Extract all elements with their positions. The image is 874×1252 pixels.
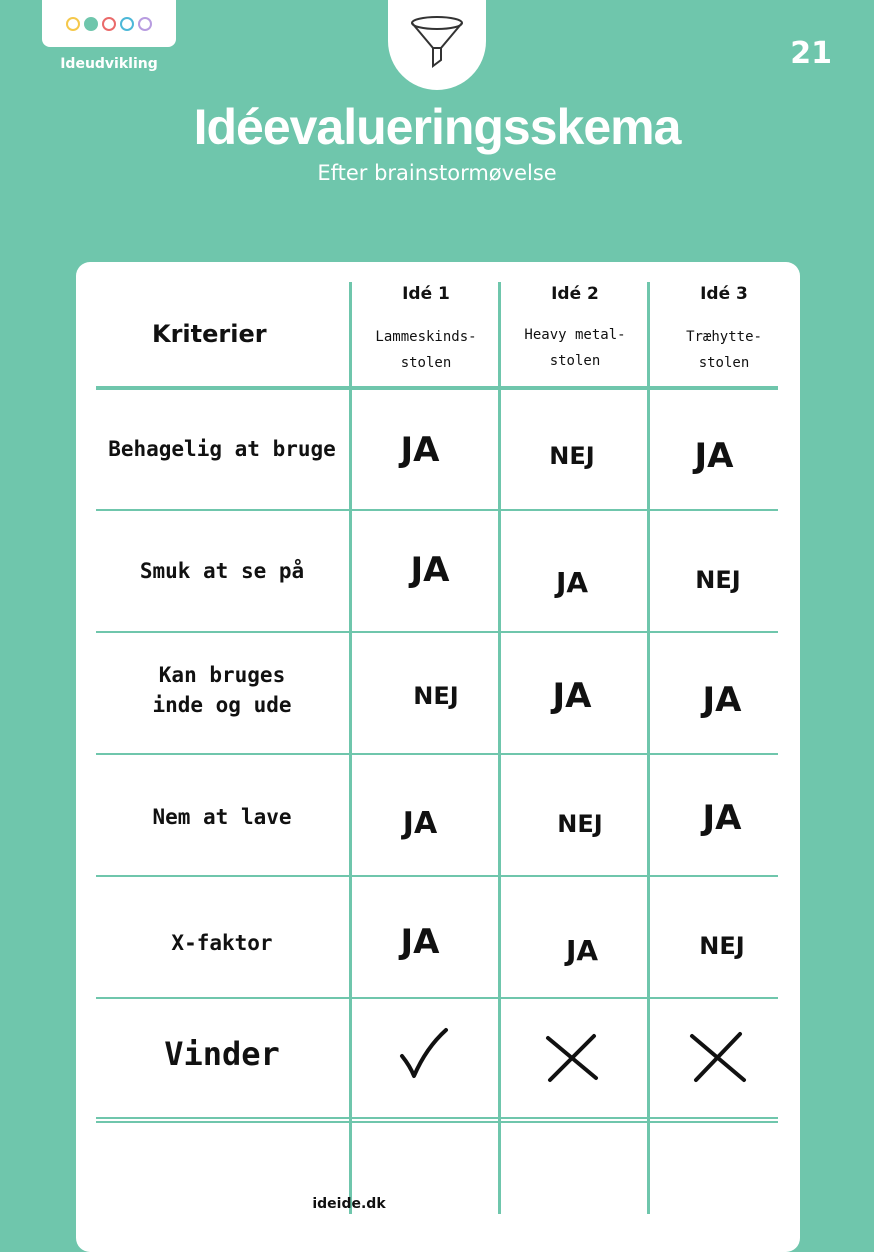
dot-red-icon xyxy=(102,17,116,31)
row-divider xyxy=(96,1121,778,1123)
footer-site: ideide.dk xyxy=(312,1196,386,1212)
row-divider xyxy=(96,509,778,511)
grid-line xyxy=(349,282,352,1214)
idea-3-name: Træhytte- stolen xyxy=(686,329,762,371)
row-divider xyxy=(96,997,778,999)
rating-cell: NEJ xyxy=(695,566,741,594)
category-label: Ideudvikling xyxy=(60,56,158,72)
rating-cell: JA xyxy=(555,566,589,599)
row-divider xyxy=(96,631,778,633)
dot-yellow-icon xyxy=(66,17,80,31)
grid-line xyxy=(498,282,501,1214)
criterion-label: Kan bruges inde og ude xyxy=(152,663,292,717)
idea-1-header: Idé 1 xyxy=(402,284,450,304)
rating-cell: JA xyxy=(552,676,592,716)
logo-badge xyxy=(42,0,176,47)
check-icon xyxy=(396,1024,456,1084)
idea-2-name: Heavy metal- stolen xyxy=(524,327,626,369)
page-subtitle: Efter brainstormøvelse xyxy=(317,161,557,185)
criterion-label: Behagelig at bruge xyxy=(108,437,336,461)
rating-cell: NEJ xyxy=(413,682,459,710)
rating-cell: JA xyxy=(702,798,742,838)
rating-cell: JA xyxy=(402,806,438,841)
page-number: 21 xyxy=(790,36,832,71)
criteria-header: Kriterier xyxy=(152,320,267,348)
x-icon xyxy=(542,1028,602,1088)
rating-cell: NEJ xyxy=(699,932,745,960)
idea-2-header: Idé 2 xyxy=(551,284,599,304)
row-divider xyxy=(96,753,778,755)
rating-cell: JA xyxy=(565,934,599,967)
rating-cell: JA xyxy=(400,430,440,470)
idea-1-name: Lammeskinds- stolen xyxy=(375,329,477,371)
rating-cell: NEJ xyxy=(557,810,603,838)
dot-green-icon xyxy=(84,17,98,31)
dot-blue-icon xyxy=(120,17,134,31)
funnel-tab xyxy=(388,0,486,90)
rating-cell: JA xyxy=(694,436,734,476)
winner-label: Vinder xyxy=(164,1035,280,1073)
rating-cell: NEJ xyxy=(549,442,595,470)
evaluation-table xyxy=(76,262,800,1252)
criterion-label: Smuk at se på xyxy=(139,559,305,583)
criterion-label: X-faktor xyxy=(171,931,273,955)
idea-3-header: Idé 3 xyxy=(700,284,748,304)
criterion-label: Nem at lave xyxy=(152,805,292,829)
header-divider xyxy=(96,386,778,390)
row-divider xyxy=(96,1117,778,1119)
funnel-icon xyxy=(407,10,467,70)
rating-cell: JA xyxy=(702,680,742,720)
dot-purple-icon xyxy=(138,17,152,31)
page-title: Idéevalueringsskema xyxy=(193,99,681,155)
grid-line xyxy=(647,282,650,1214)
row-divider xyxy=(96,875,778,877)
rating-cell: JA xyxy=(410,550,450,590)
rating-cell: JA xyxy=(400,922,440,962)
x-icon xyxy=(688,1028,748,1088)
